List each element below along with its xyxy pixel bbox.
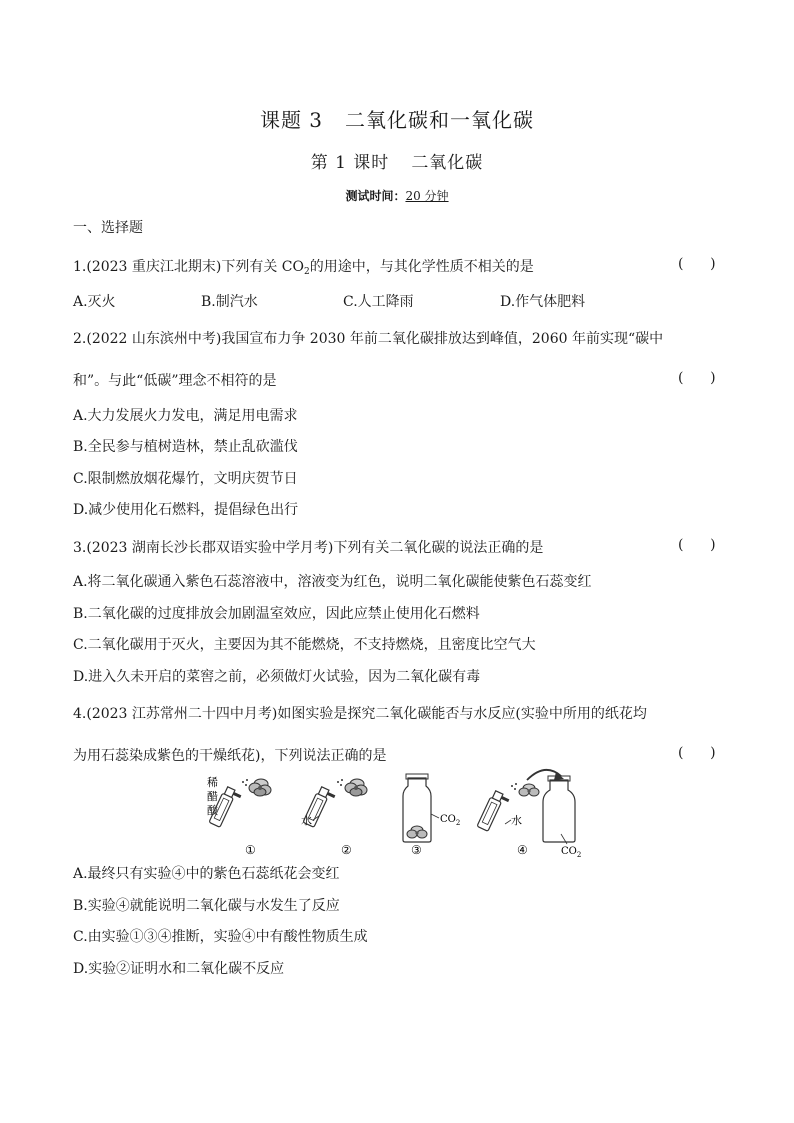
- lesson-number: 课题 3: [259, 108, 324, 132]
- paper-flower-icon: [249, 779, 271, 796]
- experiment-3: [403, 774, 460, 857]
- q4-option-c: C.由实验①③④推断，实验④中有酸性物质生成: [73, 929, 368, 945]
- q1-stem: [73, 256, 534, 277]
- q4-stem-line2: 为用石蕊染成紫色的干燥纸花)，下列说法正确的是: [73, 748, 387, 764]
- co2-label-4: $CO_2$: [561, 846, 582, 859]
- q1-option-d: D.作气体肥料: [500, 294, 586, 310]
- q3-answer-blank: ( ): [678, 537, 716, 553]
- gas-jar-icon: [543, 776, 575, 842]
- experiment-figure: [205, 768, 585, 860]
- period-topic: 二氧化碳: [411, 153, 484, 173]
- q4-option-d: D.实验②证明水和二氧化碳不反应: [73, 961, 285, 977]
- spray-bottle-icon: [477, 790, 510, 834]
- q2-stem-line1: 2.(2022 山东滨州中考)我国宣布力争 2030 年前二氧化碳排放达到峰值，2060 年前实现“碳中: [73, 331, 664, 347]
- experiment-2: [301, 779, 367, 857]
- co2-label-3: $CO_2$: [440, 814, 461, 827]
- q4-option-a: A.最终只有实验④中的紫色石蕊纸花会变红: [73, 866, 340, 882]
- q3-stem: 3.(2023 湖南长沙长郡双语实验中学月考)下列有关二氧化碳的说法正确的是: [73, 540, 544, 556]
- water-label: 水: [301, 814, 312, 827]
- q3-option-d: D.进入久未开启的菜窖之前，必须做灯火试验，因为二氧化碳有毒: [73, 669, 481, 685]
- acid-label-3: 酸: [207, 804, 218, 817]
- test-time-label: 测试时间：: [345, 189, 406, 203]
- test-time-value: 20 分钟: [405, 189, 449, 203]
- lesson-name: 二氧化碳和一氧化碳: [345, 108, 535, 132]
- q2-answer-blank: ( ): [678, 370, 716, 386]
- experiment-number-2: ②: [341, 843, 352, 857]
- paper-flower-icon: [345, 779, 367, 796]
- q3-option-a: A.将二氧化碳通入紫色石蕊溶液中，溶液变为红色，说明二氧化碳能使紫色石蕊变红: [73, 574, 592, 590]
- q1-stem-subscript: 2: [304, 267, 310, 277]
- q1-option-b: B.制汽水: [201, 294, 258, 310]
- paper-flower-icon: [519, 784, 539, 796]
- q1-stem-part-a: 1.(2023 重庆江北期末)下列有关 CO: [73, 259, 304, 275]
- lesson-title: [0, 104, 794, 133]
- q1-stem-part-b: 的用途中，与其化学性质不相关的是: [309, 259, 534, 275]
- q4-answer-blank: ( ): [678, 745, 716, 761]
- section-heading: 一、选择题: [73, 220, 143, 236]
- q1-option-a: A.灭火: [73, 294, 116, 310]
- q2-option-a: A.大力发展火力发电，满足用电需求: [73, 408, 298, 424]
- q1-option-c: C.人工降雨: [343, 294, 414, 310]
- acid-label-2: 醋: [207, 790, 218, 803]
- q2-option-c: C.限制燃放烟花爆竹，文明庆贺节日: [73, 471, 298, 487]
- q4-stem-line1: 4.(2023 江苏常州二十四中月考)如图实验是探究二氧化碳能否与水反应(实验中所用的纸花均: [73, 706, 647, 722]
- curved-arrow-icon: [527, 770, 564, 780]
- test-time: [0, 187, 794, 204]
- period-number: 第 1 课时: [310, 153, 390, 173]
- paper-flower-icon: [407, 826, 427, 838]
- q3-option-c: C.二氧化碳用于灭火，主要因为其不能燃烧，不支持燃烧，且密度比空气大: [73, 637, 536, 653]
- period-subtitle: [0, 148, 794, 173]
- acid-label-1: 稀: [207, 776, 218, 789]
- experiment-number-3: ③: [411, 843, 422, 857]
- experiment-4: [477, 770, 581, 859]
- experiment-1: [207, 775, 271, 857]
- q1-answer-blank: ( ): [678, 256, 716, 272]
- q4-option-b: B.实验④就能说明二氧化碳与水发生了反应: [73, 898, 340, 914]
- q2-option-d: D.减少使用化石燃料，提倡绿色出行: [73, 502, 299, 518]
- experiment-number-1: ①: [245, 843, 256, 857]
- q2-option-b: B.全民参与植树造林，禁止乱砍滥伐: [73, 439, 298, 455]
- q2-stem-line2: 和”。与此“低碳”理念不相符的是: [73, 373, 277, 389]
- experiment-number-4: ④: [517, 843, 528, 857]
- water-label-4: 水: [511, 814, 522, 827]
- q3-option-b: B.二氧化碳的过度排放会加剧温室效应，因此应禁止使用化石燃料: [73, 606, 480, 622]
